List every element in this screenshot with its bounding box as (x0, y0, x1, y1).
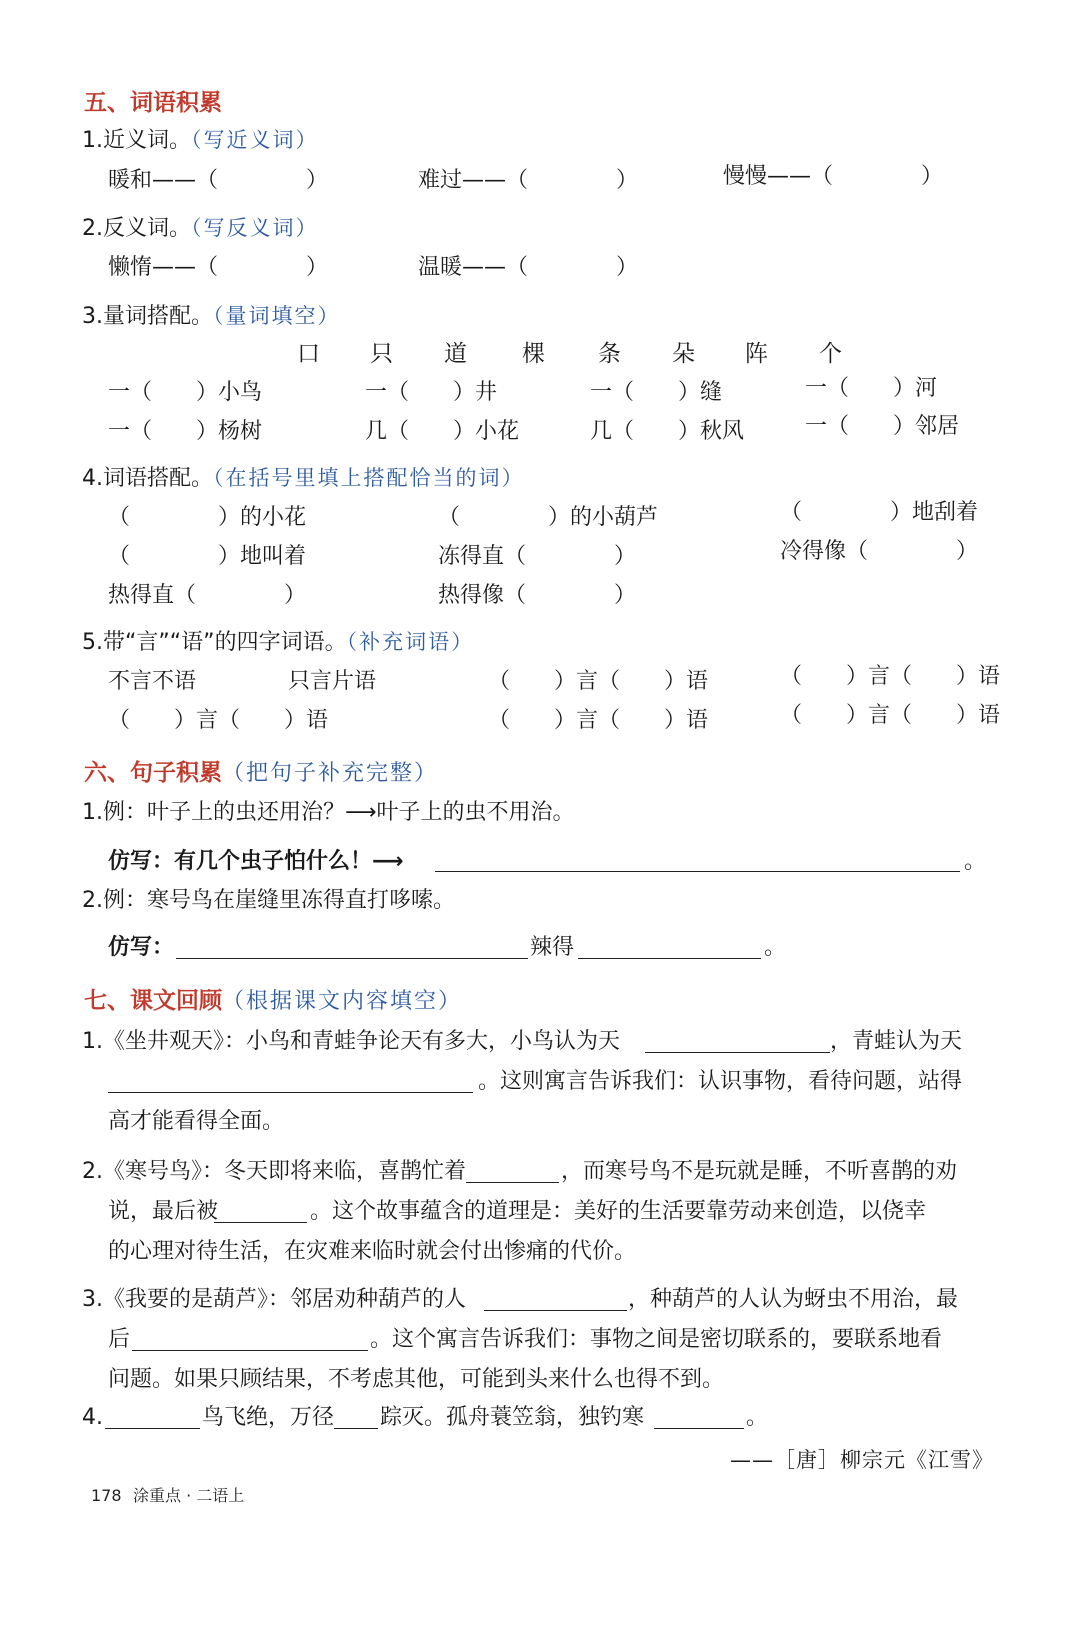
q2-label: 2.反义词。 (82, 216, 191, 241)
s7-item1-c: 。这则寓言告诉我们：认识事物，看待问题，站得 (478, 1069, 963, 1094)
q3-row1-item-4: 一（ ）河 (805, 376, 938, 401)
q5-row1-item-1: 不言不语 (108, 669, 197, 694)
s7-item2-d: 。这个故事蕴含的道理是：美好的生活要靠劳动来创造，以侥幸 (310, 1199, 927, 1224)
q2-item-1: 懒惰——（ ） (108, 255, 329, 280)
section-6-title-text: 六、句子积累 (84, 760, 222, 786)
s6-imitate-1-blank[interactable] (435, 871, 960, 872)
s7-item3-c: 后 (108, 1327, 131, 1352)
s7-item3-blank-2[interactable] (132, 1350, 368, 1351)
s7-item4-c: 踪灭。孤舟蓑笠翁，独钓寒 (380, 1405, 645, 1430)
q4-row3-item-2: 热得像（ ） (438, 583, 637, 608)
s6-imitate-2-end: 。 (764, 935, 787, 960)
s7-item1-blank-2[interactable] (108, 1092, 473, 1093)
q3-row2-item-2: 几（ ）小花 (365, 419, 520, 444)
q5-row1-item-2: 只言片语 (288, 669, 377, 694)
q3-row2-item-1: 一（ ）杨树 (108, 419, 263, 444)
q5-row2-item-1: （ ）言（ ）语 (108, 708, 329, 733)
classifier-6: 朵 (672, 341, 695, 367)
s7-item4-a: 4. (82, 1405, 103, 1430)
s6-imitate-2-label: 仿写： (108, 935, 175, 960)
q4-heading (82, 468, 525, 490)
s7-item1-a: 1.《坐井观天》：小鸟和青蛙争论天有多大，小鸟认为天 (82, 1029, 620, 1054)
q5-label: 5.带“言”“语”的四字词语。 (82, 630, 347, 655)
s6-example-2: 2.例：寒号鸟在崖缝里冻得直打哆嗦。 (82, 888, 455, 913)
q4-row1-item-2: （ ）的小葫芦 (438, 505, 659, 530)
s7-item2-b: ，而寒号鸟不是玩就是睡，不听喜鹊的劝 (561, 1159, 958, 1184)
s6-imitate-1-label: 仿写：有几个虫子怕什么！⟶ (108, 849, 404, 874)
q3-row1-item-2: 一（ ）井 (365, 380, 498, 405)
s7-item4-blank-2[interactable] (334, 1428, 378, 1429)
q3-row2-item-3: 几（ ）秋风 (590, 419, 745, 444)
q4-label: 4.词语搭配。 (82, 466, 213, 491)
q1-item-2: 难过——（ ） (418, 168, 639, 193)
q3-hint: （量词填空） (213, 304, 341, 328)
q1-hint: （写近义词） (191, 128, 319, 152)
q3-heading (82, 306, 341, 328)
s6-imitate-2-blank-2[interactable] (578, 958, 761, 959)
s7-item2-a: 2.《寒号鸟》：冬天即将来临，喜鹊忙着 (82, 1159, 466, 1184)
q5-row1-item-3: （ ）言（ ）语 (488, 669, 709, 694)
q3-row1-item-3: 一（ ）缝 (590, 380, 723, 405)
s7-item3-b: ，种葫芦的人认为蚜虫不用治，最 (628, 1287, 959, 1312)
poem-author: ——［唐］柳宗元《江雪》 (730, 1448, 994, 1472)
s7-item3-blank-1[interactable] (484, 1310, 627, 1311)
s6-imitate-2-mid: 辣得 (530, 935, 575, 960)
q4-row1-item-3: （ ）地刮着 (780, 500, 979, 525)
q4-row2-item-2: 冻得直（ ） (438, 544, 637, 569)
s7-item3-d: 。这个寓言告诉我们：事物之间是密切联系的，要联系地看 (370, 1327, 943, 1352)
q1-heading (82, 130, 319, 152)
section-7-hint: （根据课文内容填空） (222, 989, 463, 1014)
s7-item2-blank-1[interactable] (466, 1182, 559, 1183)
classifier-7: 阵 (745, 341, 768, 367)
book-title: 涂重点 · 二语上 (133, 1486, 245, 1505)
q3-row2-item-4: 一（ ）邻居 (805, 414, 960, 439)
classifier-1: 口 (297, 341, 320, 367)
s7-item1-blank-1[interactable] (645, 1052, 830, 1053)
q2-item-2: 温暖——（ ） (418, 255, 639, 280)
s7-item4-b: 鸟飞绝，万径 (202, 1405, 335, 1430)
q4-row2-item-3: 冷得像（ ） (780, 539, 979, 564)
classifier-3: 道 (444, 341, 467, 367)
q5-row1-item-4: （ ）言（ ）语 (780, 664, 1001, 689)
s7-item3-e: 问题。如果只顾结果，不考虑其他，可能到头来什么也得不到。 (108, 1367, 725, 1392)
q4-row2-item-1: （ ）地叫着 (108, 544, 307, 569)
page-number: 178 (91, 1486, 122, 1505)
section-6-title (84, 762, 438, 785)
s7-item2-blank-2[interactable] (214, 1222, 307, 1223)
q5-row2-item-2: （ ）言（ ）语 (488, 708, 709, 733)
q3-row1-item-1: 一（ ）小鸟 (108, 380, 263, 405)
q1-item-3: 慢慢——（ ） (723, 164, 944, 189)
s7-item2-e: 的心理对待生活，在灾难来临时就会付出惨痛的代价。 (108, 1239, 637, 1264)
s7-item4-blank-3[interactable] (654, 1428, 744, 1429)
s6-imitate-1-end: 。 (964, 849, 987, 874)
s6-imitate-2-blank-1[interactable] (176, 958, 528, 959)
q4-row1-item-1: （ ）的小花 (108, 505, 307, 530)
q4-hint: （在括号里填上搭配恰当的词） (213, 466, 525, 490)
s7-item1-d: 高才能看得全面。 (108, 1109, 285, 1134)
q5-heading (82, 632, 474, 654)
q1-item-1: 暖和——（ ） (108, 168, 329, 193)
section-5-title: 五、词语积累 (84, 90, 222, 116)
s7-item3-a: 3.《我要的是葫芦》：邻居劝种葫芦的人 (82, 1287, 466, 1312)
q4-row3-item-1: 热得直（ ） (108, 583, 307, 608)
q5-hint: （补充词语） (346, 630, 475, 654)
classifier-2: 只 (370, 341, 393, 367)
s7-item2-c: 说，最后被 (108, 1199, 219, 1224)
s6-example-1: 1.例：叶子上的虫还用治？⟶叶子上的虫不用治。 (82, 800, 575, 825)
s7-item1-b: ，青蛙认为天 (830, 1029, 963, 1054)
section-7-title (84, 990, 462, 1013)
classifier-8: 个 (819, 341, 842, 367)
q1-label: 1.近义词。 (82, 128, 191, 153)
q2-heading (82, 218, 319, 240)
section-7-title-text: 七、课文回顾 (84, 988, 222, 1014)
q5-row2-item-3: （ ）言（ ）语 (780, 703, 1001, 728)
section-6-hint: （把句子补充完整） (222, 761, 439, 786)
classifier-4: 棵 (522, 341, 545, 367)
classifier-5: 条 (598, 341, 621, 367)
s7-item4-d: 。 (746, 1405, 769, 1430)
q2-hint: （写反义词） (191, 216, 319, 240)
q3-label: 3.量词搭配。 (82, 304, 213, 329)
s7-item4-blank-1[interactable] (105, 1428, 200, 1429)
